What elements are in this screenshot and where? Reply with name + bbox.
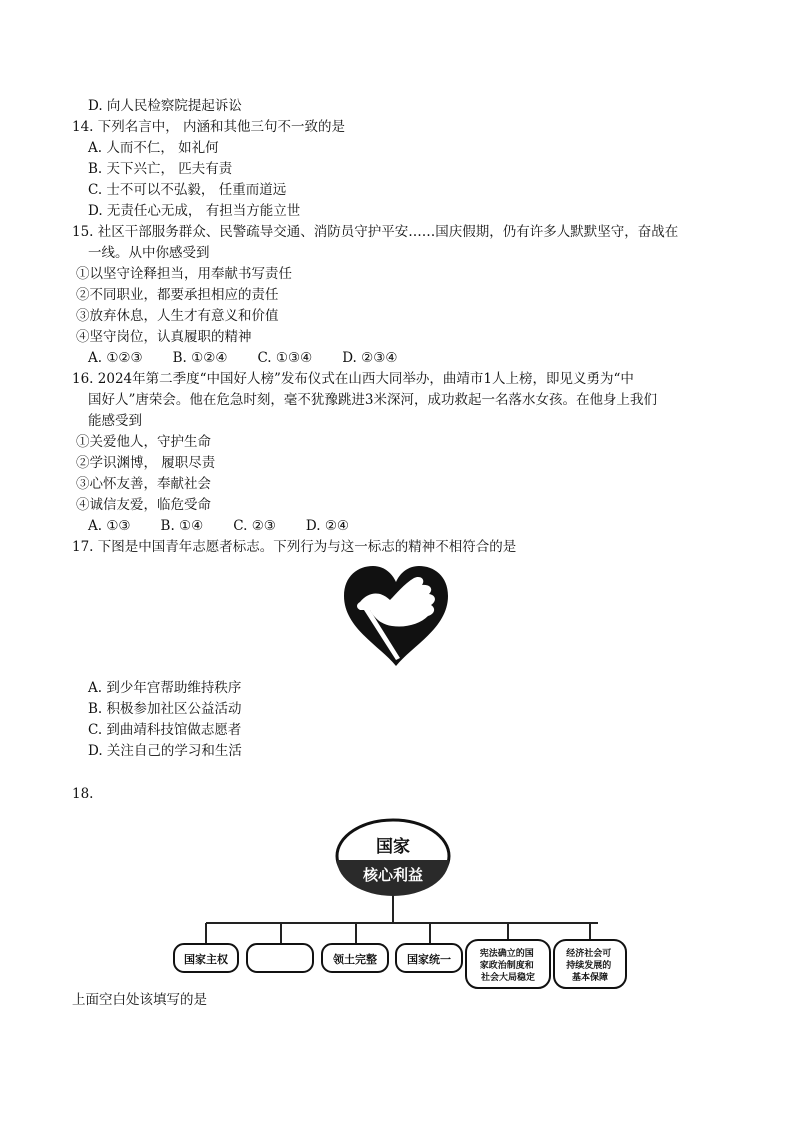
heart-hand-dove-icon [340, 562, 452, 677]
box-sovereignty-text: 国家主权 [184, 954, 228, 966]
q17-option-c: C. 到曲靖科技馆做志愿者 [88, 722, 242, 738]
q17-stem: 17. 下图是中国青年志愿者标志。下列行为与这一标志的精神不相符合的是 [72, 539, 517, 555]
box-national-unity-text: 国家统一 [407, 954, 451, 966]
q16-choice-b: B. ①④ [160, 518, 204, 534]
q14-option-c: C. 士不可以不弘毅， 任重而道远 [88, 182, 287, 198]
q15-choice-b: B. ①②④ [172, 350, 228, 366]
box-sustainable-development-text: 经济社会可 持续发展的 基本保障 [566, 948, 612, 982]
q14-option-d: D. 无责任心无成， 有担当方能立世 [88, 203, 301, 219]
q15-statement-3: ③放弃休息，人生才有意义和价值 [76, 308, 279, 324]
q17-option-b: B. 积极参加社区公益活动 [88, 701, 242, 717]
q16-statement-4: ④诚信友爱，临危受命 [76, 497, 211, 513]
q15-statement-1: ①以坚守诠释担当，用奉献书写责任 [76, 266, 292, 282]
q13-option-d: D. 向人民检察院提起诉讼 [88, 98, 242, 114]
q15-choices [88, 348, 397, 369]
q14-option-b: B. 天下兴亡， 匹夫有责 [88, 161, 233, 177]
q15-statement-2: ②不同职业，都要承担相应的责任 [76, 287, 279, 303]
q15-choice-a: A. ①②③ [88, 350, 143, 366]
q15-statement-4: ④坚守岗位，认真履职的精神 [76, 329, 252, 345]
q16-statement-2: ②学识渊博， 履职尽责 [76, 455, 216, 471]
q16-stem-line3: 能感受到 [88, 413, 142, 429]
q15-stem-line2: 一线。从中你感受到 [88, 245, 210, 261]
core-subtitle-text: 核心利益 [362, 867, 424, 884]
volunteer-logo-svg [340, 562, 452, 670]
q16-stem-line1: 16. 2024年第二季度“中国好人榜”发布仪式在山西大同举办，曲靖市1人上榜，即见义勇为“中 [72, 371, 634, 387]
q15-choice-d: D. ②③④ [342, 350, 398, 366]
q16-choice-d: D. ②④ [305, 518, 350, 534]
q16-choice-c: C. ②③ [233, 518, 276, 534]
box-territorial-integrity-text: 领土完整 [333, 954, 377, 966]
q15-stem-line1: 15. 社区干部服务群众、民警疏导交通、消防员守护平安……国庆假期，仍有许多人默默坚守，奋战在 [72, 224, 679, 240]
q16-stem-line2: 国好人”唐荣会。他在危急时刻，毫不犹豫跳进3米深河，成功救起一名落水女孩。在他身上我们 [88, 392, 657, 408]
diagram-svg [150, 800, 640, 1000]
q14-stem: 14. 下列名言中， 内涵和其他三句不一致的是 [72, 119, 346, 135]
national-core-interests-diagram [150, 800, 640, 1007]
box-constitution-text: 宪法确立的国 家政治制度和 社会大局稳定 [479, 948, 536, 982]
q16-statement-3: ③心怀友善，奉献社会 [76, 476, 211, 492]
q16-choice-a: A. ①③ [88, 518, 131, 534]
q14-option-a: A. 人而不仁， 如礼何 [88, 140, 219, 156]
core-title-text: 国家 [376, 837, 410, 856]
q16-choices [88, 516, 349, 537]
q18-question: 上面空白处该填写的是 [72, 992, 207, 1008]
q18-number: 18. [72, 786, 94, 802]
box-blank[interactable] [247, 944, 313, 972]
q17-option-d: D. 关注自己的学习和生活 [88, 743, 242, 759]
q15-choice-c: C. ①③④ [257, 350, 313, 366]
q16-statement-1: ①关爱他人，守护生命 [76, 434, 211, 450]
q17-option-a: A. 到少年宫帮助维持秩序 [88, 680, 242, 696]
